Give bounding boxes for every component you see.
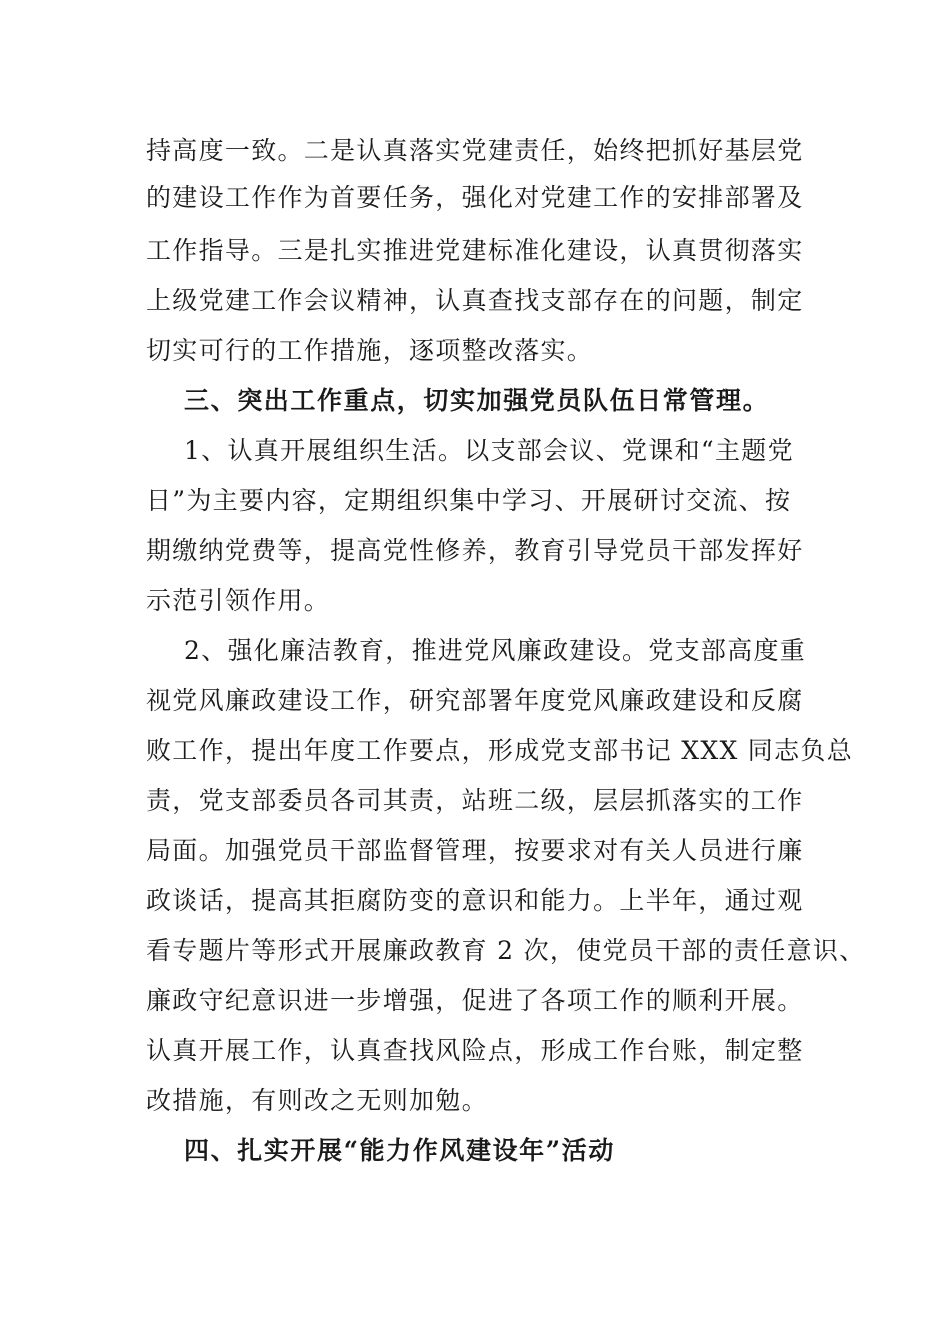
body-line: 改措施，有则改之无则加勉。 bbox=[146, 1086, 488, 1115]
body-line: 局面。加强党员干部监督管理，按要求对有关人员进行廉 bbox=[146, 836, 804, 865]
body-line: 工作指导。三是扎实推进党建标准化建设，认真贯彻落实 bbox=[146, 236, 804, 265]
body-line: 廉政守纪意识进一步增强，促进了各项工作的顺利开展。 bbox=[146, 986, 804, 1015]
section-heading-4: 四、扎实开展“能力作风建设年”活动 bbox=[184, 1136, 615, 1165]
body-line: 1、认真开展组织生活。以支部会议、党课和“主题党 bbox=[184, 436, 794, 465]
body-line: 认真开展工作，认真查找风险点，形成工作台账，制定整 bbox=[146, 1036, 804, 1065]
body-line: 日”为主要内容，定期组织集中学习、开展研讨交流、按 bbox=[146, 486, 792, 515]
body-line: 政谈话，提高其拒腐防变的意识和能力。上半年，通过观 bbox=[146, 886, 804, 915]
body-line: 视党风廉政建设工作，研究部署年度党风廉政建设和反腐 bbox=[146, 686, 804, 715]
body-line: 切实可行的工作措施，逐项整改落实。 bbox=[146, 336, 594, 365]
body-line: 2、强化廉洁教育，推进党风廉政建设。党支部高度重 bbox=[184, 636, 807, 665]
body-line: 的建设工作作为首要任务，强化对党建工作的安排部署及 bbox=[146, 183, 804, 212]
body-line: 期缴纳党费等，提高党性修养，教育引导党员干部发挥好 bbox=[146, 536, 804, 565]
body-line: 上级党建工作会议精神，认真查找支部存在的问题，制定 bbox=[146, 286, 804, 315]
body-line: 持高度一致。二是认真落实党建责任，始终把抓好基层党 bbox=[146, 136, 804, 165]
body-line: 看专题片等形式开展廉政教育 2 次，使党员干部的责任意识、 bbox=[146, 936, 866, 965]
body-line: 败工作，提出年度工作要点，形成党支部书记 XXX 同志负总 bbox=[146, 736, 853, 765]
body-line: 示范引领作用。 bbox=[146, 586, 331, 615]
section-heading-3: 三、突出工作重点，切实加强党员队伍日常管理。 bbox=[184, 386, 770, 415]
body-line: 责，党支部委员各司其责，站班二级，层层抓落实的工作 bbox=[146, 786, 804, 815]
